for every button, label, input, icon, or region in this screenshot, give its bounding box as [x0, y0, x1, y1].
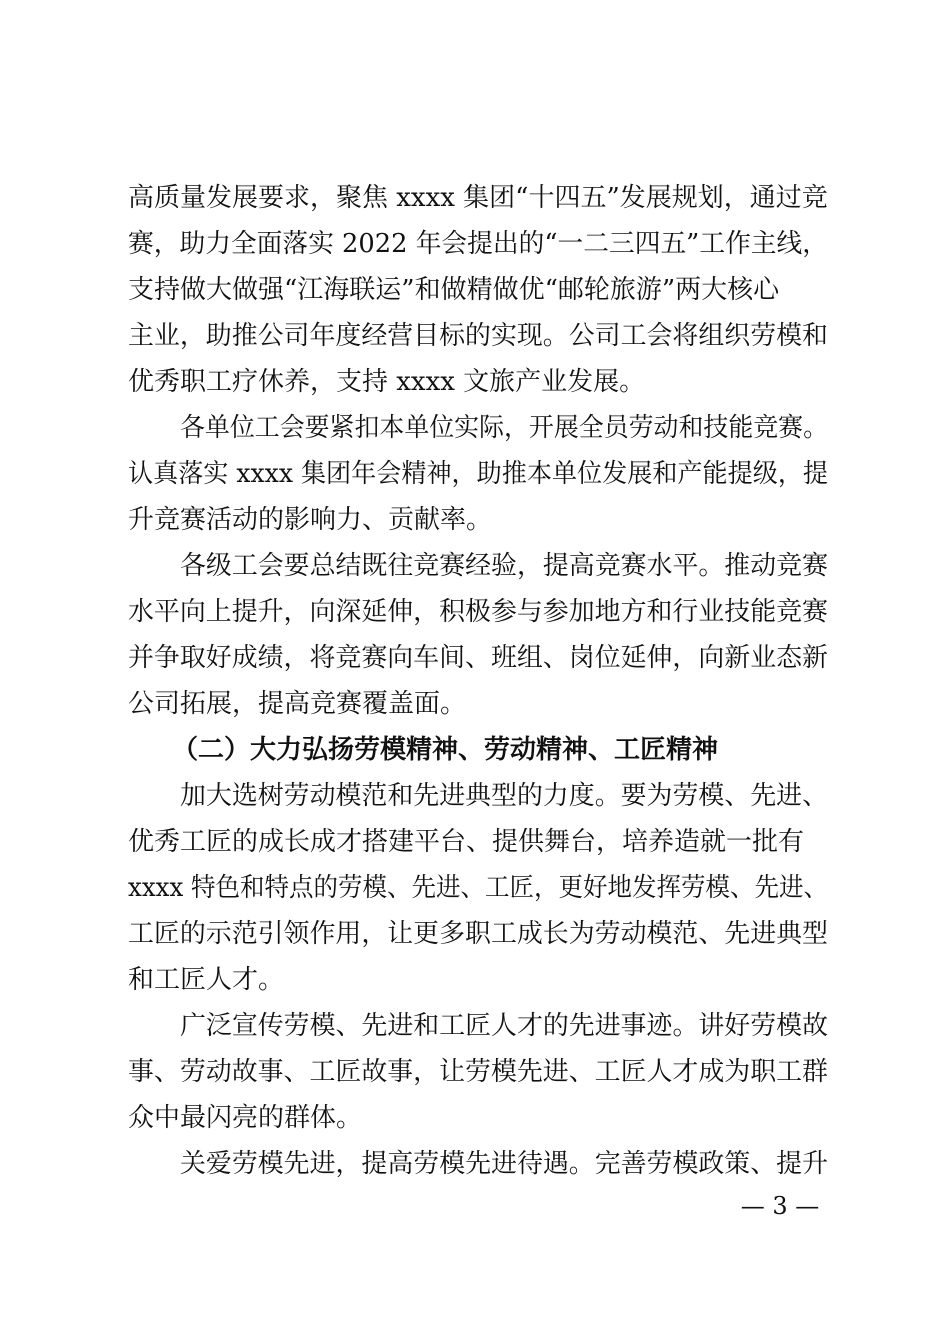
line-text: 赛，助力全面落实 2022 年会提出的“一二三四五”工作主线，: [128, 229, 829, 259]
body-line: [0, 958, 950, 1002]
body-line: [0, 360, 950, 404]
section-heading: [0, 728, 950, 772]
body-line: [0, 820, 950, 864]
body-line: [0, 1004, 950, 1048]
section-heading-text: （二）大力弘扬劳模精神、劳动精神、工匠精神: [172, 735, 719, 765]
line-text: 优秀工匠的成长成才搭建平台、提供舞台，培养造就一批有: [128, 827, 805, 857]
line-text: 各级工会要总结既往竞赛经验，提高竞赛水平。推动竞赛: [180, 551, 829, 581]
line-text: 公司拓展，提高竞赛覆盖面。: [128, 689, 467, 719]
line-text: 水平向上提升，向深延伸，积极参与参加地方和行业技能竞赛: [128, 597, 828, 627]
line-text: 各单位工会要紧扣本单位实际，开展全员劳动和技能竞赛。: [180, 413, 829, 443]
body-line: [0, 222, 950, 266]
page-number: — 3 —: [740, 1192, 820, 1220]
body-line: [0, 268, 950, 312]
body-line: [0, 1050, 950, 1094]
line-text: 加大选树劳动模范和先进典型的力度。要为劳模、先进、: [180, 781, 829, 811]
line-text: 广泛宣传劳模、先进和工匠人才的先进事迹。讲好劳模故: [180, 1011, 829, 1041]
body-line: [0, 774, 950, 818]
body-line: [0, 912, 950, 956]
line-text: 众中最闪亮的群体。: [128, 1103, 363, 1133]
line-text: 和工匠人才。: [128, 965, 285, 995]
line-text: 主业，助推公司年度经营目标的实现。公司工会将组织劳模和: [128, 321, 828, 351]
body-line: [0, 452, 950, 496]
body-line: [0, 314, 950, 358]
line-text: 并争取好成绩，将竞赛向车间、班组、岗位延伸，向新业态新: [128, 643, 828, 673]
line-text: 支持做大做强“江海联运”和做精做优“邮轮旅游”两大核心: [128, 275, 780, 305]
body-line: [0, 498, 950, 542]
body-line: [0, 866, 950, 910]
body-line: [0, 406, 950, 450]
line-text: 升竞赛活动的影响力、贡献率。: [128, 505, 493, 535]
body-line: [0, 636, 950, 680]
body-line: [0, 176, 950, 220]
line-text: 高质量发展要求，聚焦 xxxx 集团“十四五”发展规划，通过竞: [128, 183, 828, 213]
body-line: [0, 590, 950, 634]
body-line: [0, 1096, 950, 1140]
body-line: [0, 1142, 950, 1186]
line-text: 工匠的示范引领作用，让更多职工成长为劳动模范、先进典型: [128, 919, 828, 949]
body-line: [0, 544, 950, 588]
line-text: xxxx 特色和特点的劳模、先进、工匠，更好地发挥劳模、先进、: [128, 873, 828, 903]
body-line: [0, 682, 950, 726]
line-text: 优秀职工疗休养，支持 xxxx 文旅产业发展。: [128, 367, 646, 397]
line-text: 关爱劳模先进，提高劳模先进待遇。完善劳模政策、提升: [180, 1149, 829, 1179]
line-text: 事、劳动故事、工匠故事，让劳模先进、工匠人才成为职工群: [128, 1057, 828, 1087]
line-text: 认真落实 xxxx 集团年会精神，助推本单位发展和产能提级，提: [128, 459, 829, 489]
